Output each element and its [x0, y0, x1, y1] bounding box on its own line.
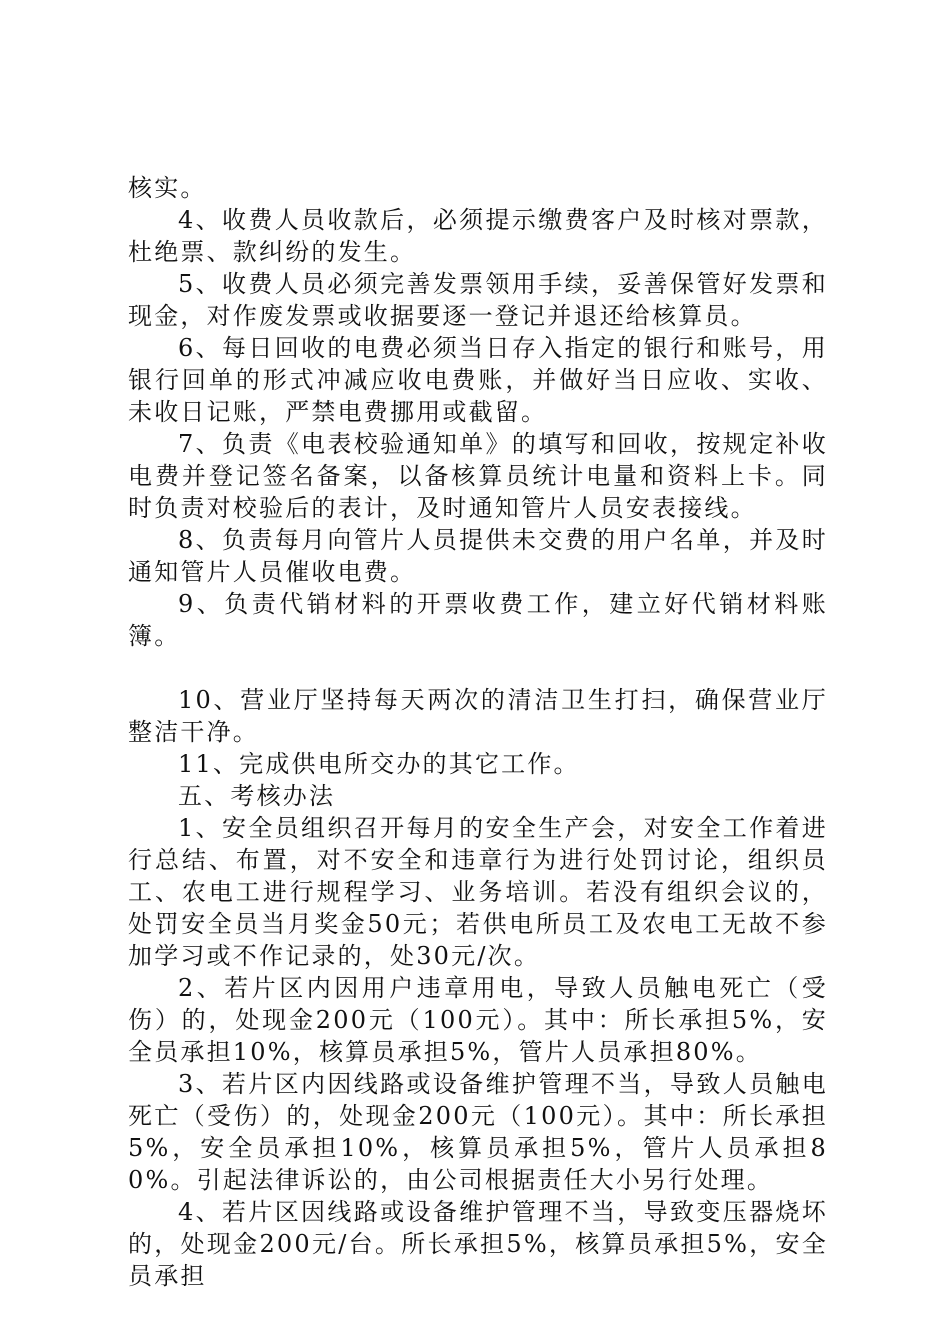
paragraph-9: 11、完成供电所交办的其它工作。 [178, 750, 580, 778]
paragraph-7: 9、负责代销材料的开票收费工作，建立好代销材料账簿。 [128, 590, 828, 650]
paragraph-4: 6、每日回收的电费必须当日存入指定的银行和账号，用银行回单的形式冲减应收电费账，并做好当日应收、实收、未收日记账，严禁电费挪用或截留。 [128, 334, 828, 426]
paragraph-2: 4、收费人员收款后，必须提示缴费客户及时核对票款，杜绝票、款纠纷的发生。 [128, 206, 828, 266]
paragraph-10: 1、安全员组织召开每月的安全生产会，对安全工作着进行总结、布置，对不安全和违章行为进行处罚讨论，组织员工、农电工进行规程学习、业务培训。若没有组织会议的，处罚安全员当月奖金50元；若供电所员工及农电工无故不参加学习或不作记录的，处30元/次。 [128, 814, 828, 970]
paragraph-8: 10、营业厅坚持每天两次的清洁卫生打扫，确保营业厅整洁干净。 [128, 686, 828, 746]
paragraph-5: 7、负责《电表校验通知单》的填写和回收，按规定补收电费并登记签名备案，以备核算员统计电量和资料上卡。同时负责对校验后的表计，及时通知管片人员安表接线。 [128, 430, 828, 522]
paragraph-11: 2、若片区内因用户违章用电，导致人员触电死亡（受伤）的，处现金200元（100元）。其中：所长承担5%，安全员承担10%，核算员承担5%，管片人员承担80%。 [128, 974, 828, 1066]
paragraph-1: 核实。 [128, 174, 207, 202]
paragraph-12: 3、若片区内因线路或设备维护管理不当，导致人员触电死亡（受伤）的，处现金200元（100元）。其中：所长承担5%，安全员承担10%，核算员承担5%，管片人员承担80%。引起法律诉讼的，由公司根据责任大小另行处理。 [128, 1070, 828, 1194]
paragraph-6: 8、负责每月向管片人员提供未交费的用户名单，并及时通知管片人员催收电费。 [128, 526, 828, 586]
section-heading: 五、考核办法 [178, 782, 336, 810]
paragraph-13: 4、若片区因线路或设备维护管理不当，导致变压器烧坏的，处现金200元/台。所长承担5%，核算员承担5%，安全员承担 [128, 1198, 828, 1290]
paragraph-3: 5、收费人员必须完善发票领用手续，妥善保管好发票和现金，对作废发票或收据要逐一登记并退还给核算员。 [128, 270, 828, 330]
document-body [128, 172, 828, 1292]
